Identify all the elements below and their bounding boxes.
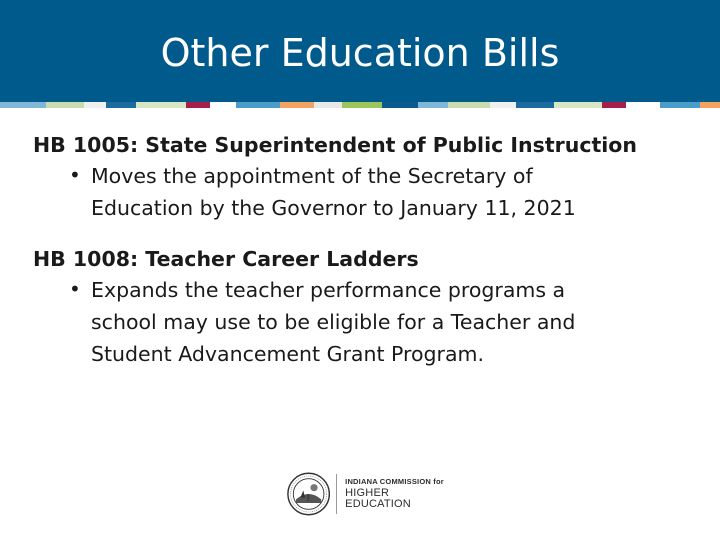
stripe-segment	[0, 102, 46, 108]
bullet-item	[69, 160, 693, 224]
bill-heading: HB 1005: State Superintendent of Public Instruction	[33, 133, 637, 157]
stripe-segment	[106, 102, 136, 108]
title-bar	[0, 0, 720, 102]
stripe-segment	[136, 102, 186, 108]
stripe-segment	[314, 102, 342, 108]
stripe-segment	[418, 102, 448, 108]
state-seal-icon	[287, 470, 330, 518]
logo-divider	[336, 474, 337, 514]
bullet-item	[69, 274, 693, 370]
slide-content	[33, 130, 693, 370]
logo-text	[345, 478, 447, 510]
stripe-segment	[342, 102, 382, 108]
stripe-segment	[602, 102, 626, 108]
stripe-segment	[46, 102, 84, 108]
bullet-text: Moves the appointment of the Secretary of Education by the Governor to January 11, 2021	[91, 164, 576, 220]
stripe-segment	[490, 102, 516, 108]
stripe-segment	[84, 102, 106, 108]
bullet-icon: •	[69, 163, 81, 187]
logo-line-1: INDIANA COMMISSION for	[345, 477, 444, 487]
bill-section	[33, 130, 693, 224]
stripe-segment	[516, 102, 554, 108]
slide-title: Other Education Bills	[160, 31, 560, 75]
stripe-segment	[660, 102, 700, 108]
stripe-segment	[186, 102, 210, 108]
stripe-segment	[626, 102, 660, 108]
stripe-segment	[236, 102, 280, 108]
color-stripe	[0, 102, 720, 108]
commission-logo	[287, 466, 447, 522]
logo-line-2: HIGHER EDUCATION	[345, 486, 411, 510]
bullet-icon: •	[69, 277, 81, 301]
stripe-segment	[382, 102, 418, 108]
stripe-segment	[554, 102, 602, 108]
bullet-text: Expands the teacher performance programs a school may use to be eligible for a Teacher and Student Advancement Grant Program.	[91, 278, 576, 366]
stripe-segment	[210, 102, 236, 108]
bill-section	[33, 244, 693, 370]
stripe-segment	[448, 102, 490, 108]
stripe-segment	[280, 102, 314, 108]
bill-heading: HB 1008: Teacher Career Ladders	[33, 247, 419, 271]
stripe-segment	[700, 102, 720, 108]
